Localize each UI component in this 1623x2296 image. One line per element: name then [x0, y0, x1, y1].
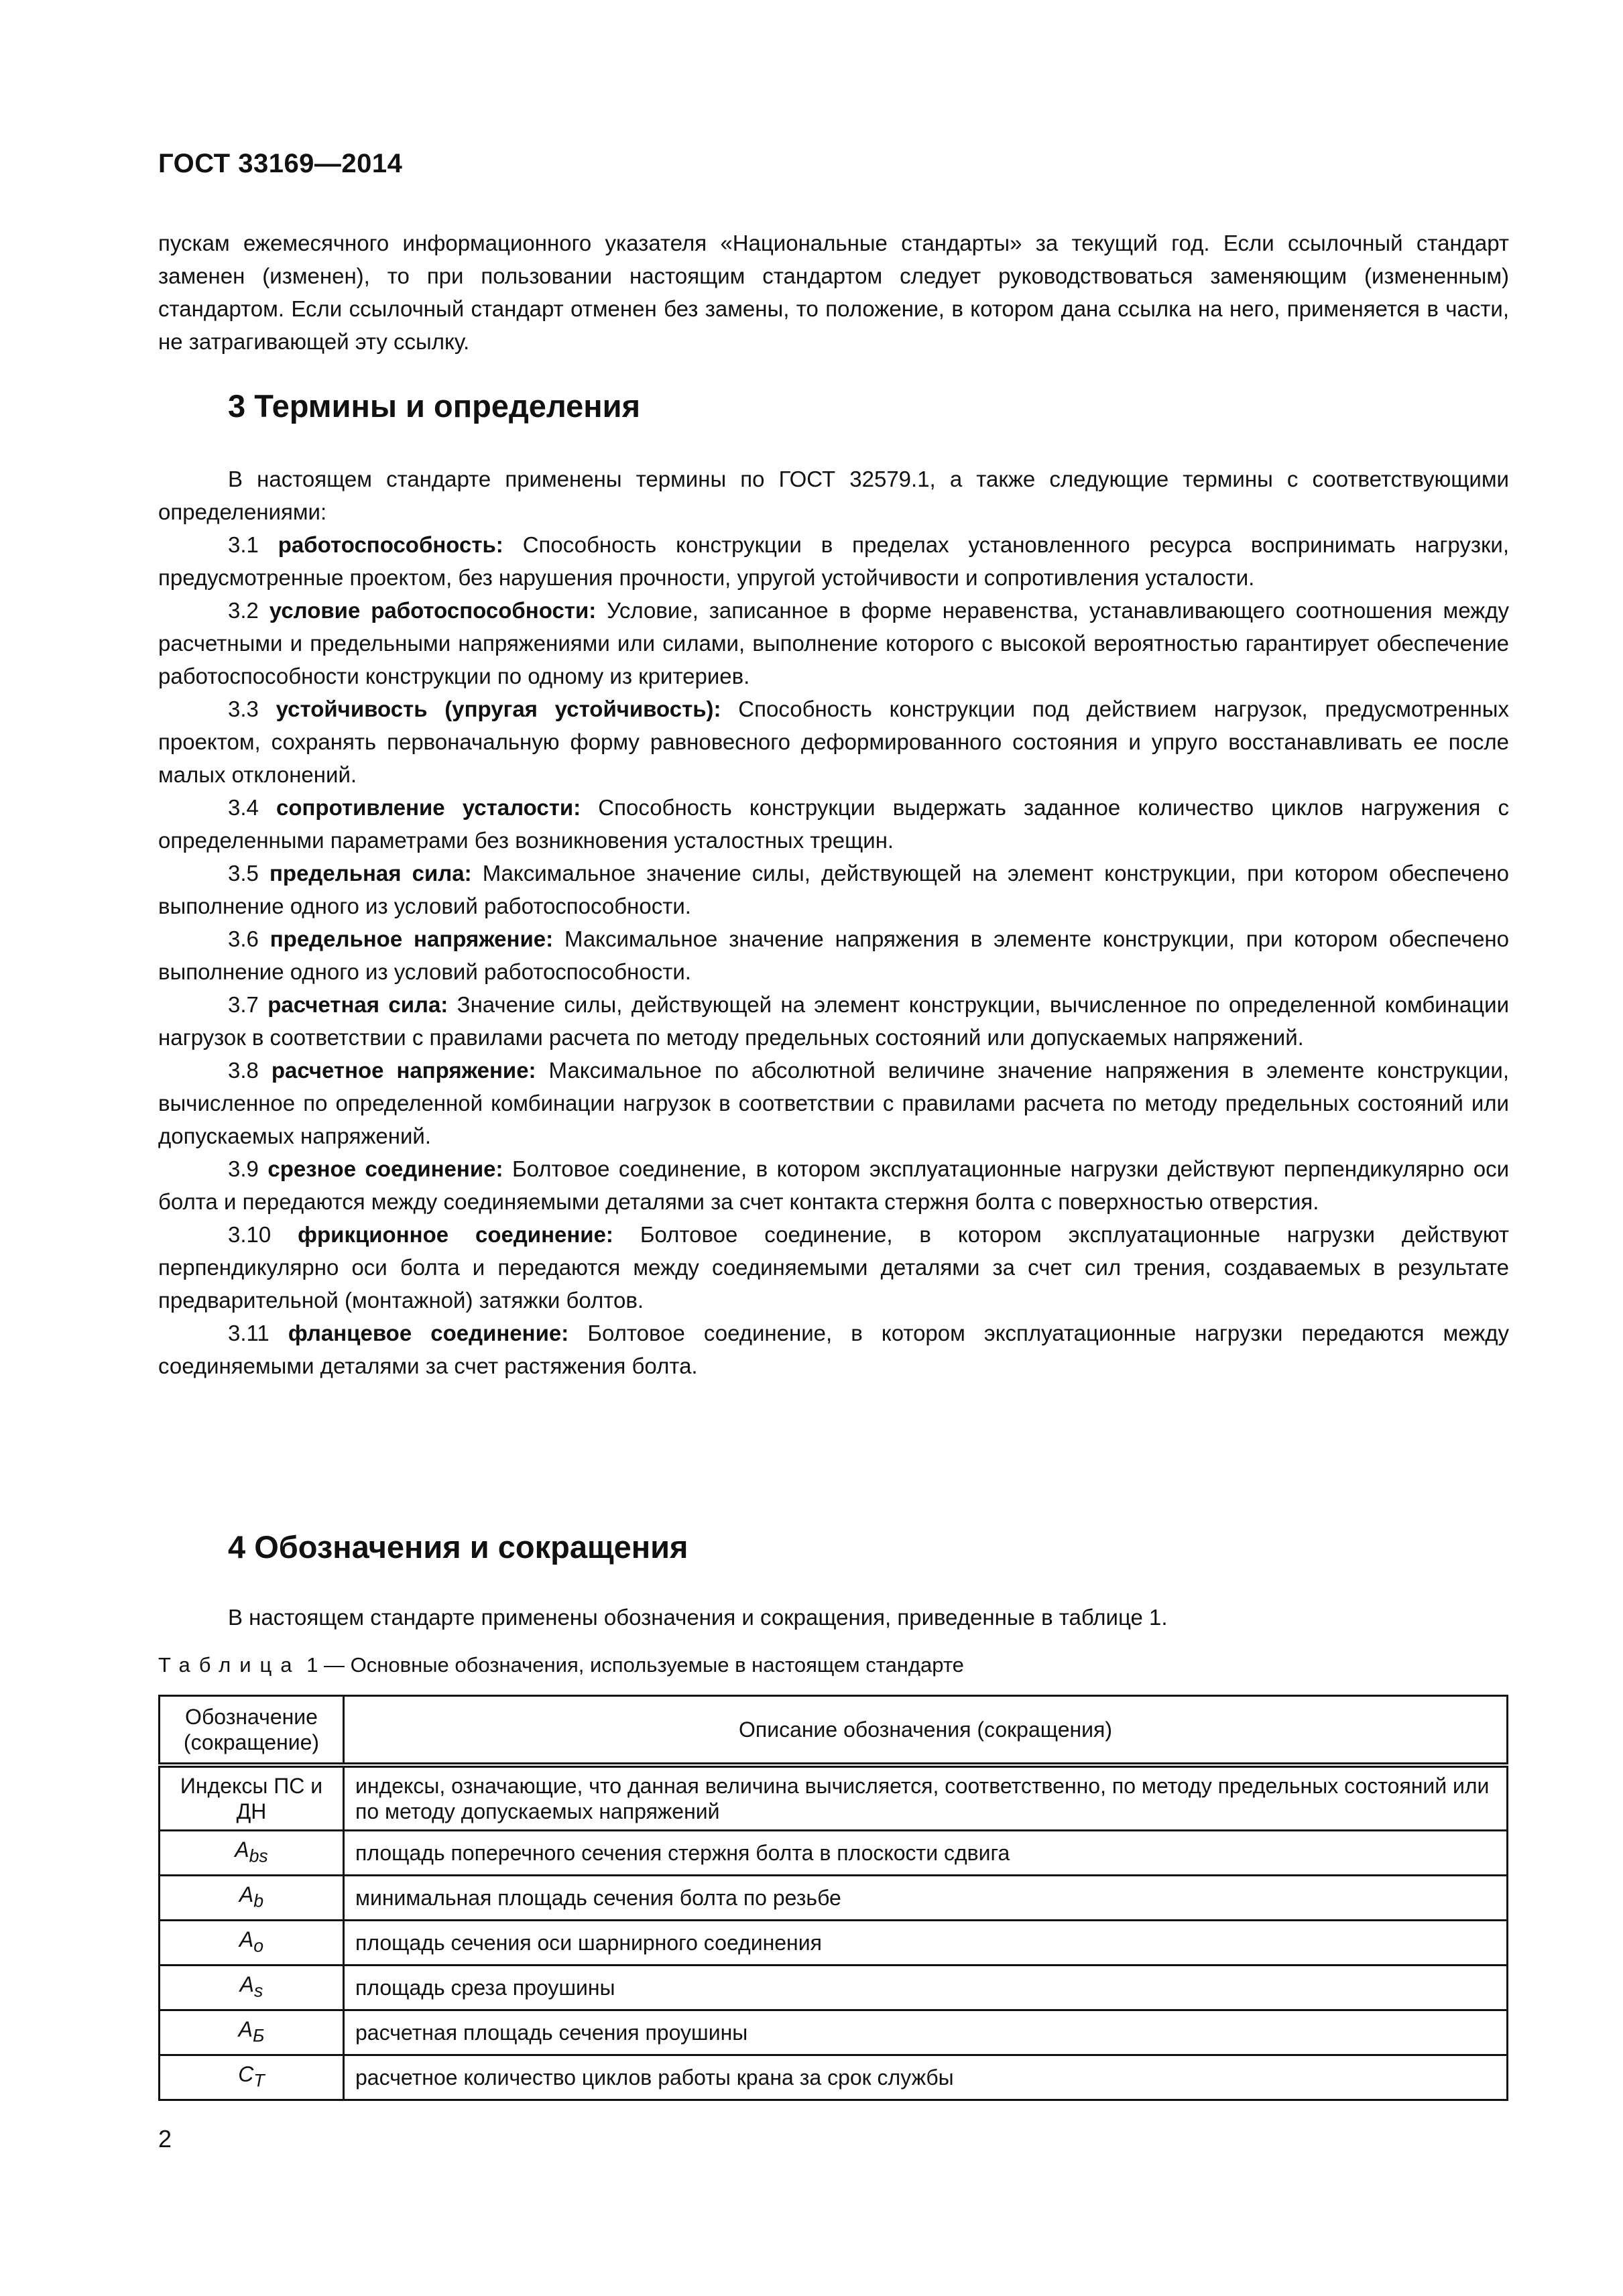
term-definition: Условие, записанное в форме неравенства, устанавливающего соотношения между расчетными и предельными напряжениями или силами, выполнение которого с высокой вероятностью гарантирует обеспечение работоспособности конструкции по одному из критериев. — [158, 598, 1510, 688]
term-name: устойчивость (упругая устойчивость): — [276, 697, 721, 721]
term-number: 3.4 — [228, 795, 259, 820]
symbol-text: Индексы ПС и ДН — [180, 1774, 323, 1823]
term-definition: Болтовое соединение, в котором эксплуатационные нагрузки передаются между соединяемыми деталями за счет растяжения болта. — [158, 1321, 1510, 1378]
term-name: сопротивление усталости: — [276, 795, 581, 820]
term-definition: Максимальное значение напряжения в элементе конструкции, при котором обеспечено выполнение одного из условий работоспособности. — [158, 926, 1509, 984]
table-header-row — [160, 1696, 1508, 1766]
symbol-letter: A — [239, 1927, 254, 1952]
terms-list — [158, 463, 1509, 1382]
term-number: 3.10 — [228, 1222, 272, 1247]
term-number: 3.9 — [228, 1156, 259, 1181]
symbol-cell — [160, 2010, 344, 2055]
header-symbol: Обозначение (сокращение) — [160, 1696, 344, 1766]
term-name: расчетная сила: — [267, 992, 448, 1017]
symbol-cell — [160, 1765, 344, 1831]
term-definition: Максимальное значение силы, действующей на элемент конструкции, при котором обеспечено выполнение одного из условий работоспособности. — [158, 861, 1509, 918]
section-4-heading: 4 Обозначения и сокращения — [228, 1529, 688, 1565]
page-number: 2 — [158, 2125, 172, 2153]
symbol-cell — [160, 1921, 344, 1966]
symbol-subscript: T — [253, 2070, 265, 2091]
description-cell: минимальная площадь сечения болта по резьбе — [344, 1876, 1508, 1921]
table-caption — [158, 1653, 964, 1677]
term-definition: Способность конструкции в пределах установленного ресурса воспринимать нагрузки, предусмотренные проектом, без нарушения прочности, упругой устойчивости и сопротивления усталости. — [158, 532, 1510, 590]
symbol-letter: A — [239, 1972, 254, 1997]
term-number: 3.5 — [228, 861, 259, 886]
symbol-letter: A — [239, 1882, 254, 1907]
intro-text: пускам ежемесячного информационного указателя «Национальные стандарты» за текущий год. Если ссылочный стандарт заменен (изменен), то при пользовании настоящим стандартом следует руководствоваться заменяющим (измененным) стандартом. Если ссылочный стандарт отменен без замены, то положение, в котором дана ссылка на него, применяется в части, не затрагивающей эту ссылку. — [158, 231, 1509, 354]
term-item — [158, 1317, 1509, 1382]
table-row — [160, 1921, 1508, 1966]
term-definition: Максимальное по абсолютной величине значение напряжения в элементе конструкции, вычисленное по определенной комбинации нагрузок в соответствии с правилами расчета по методу предельных состояний или допускаемых напряжений. — [158, 1058, 1510, 1148]
table-row — [160, 1966, 1508, 2010]
term-name: срезное соединение: — [267, 1156, 503, 1181]
term-number: 3.3 — [228, 697, 259, 721]
symbol-cell — [160, 1876, 344, 1921]
header-description: Описание обозначения (сокращения) — [344, 1696, 1508, 1766]
term-name: предельная сила: — [269, 861, 472, 886]
term-name: расчетное напряжение: — [271, 1058, 536, 1083]
term-definition: Способность конструкции выдержать заданное количество циклов нагружения с определенными параметрами без возникновения усталостных трещин. — [158, 795, 1509, 853]
table-row — [160, 2010, 1508, 2055]
term-number: 3.1 — [228, 532, 259, 557]
symbol-subscript: bs — [249, 1846, 268, 1866]
section-3-heading: 3 Термины и определения — [228, 388, 640, 424]
term-definition: Значение силы, действующей на элемент конструкции, вычисленное по определенной комбинации нагрузок в соответствии с правилами расчета по методу предельных состояний или допускаемых напряжений. — [158, 992, 1510, 1050]
table-row — [160, 1876, 1508, 1921]
section-3-intro: В настоящем стандарте применены термины по ГОСТ 32579.1, а также следующие термины с соответствующими определениями: — [158, 467, 1509, 524]
intro-paragraph — [158, 227, 1509, 358]
term-definition: Способность конструкции под действием нагрузок, предусмотренных проектом, сохранять первоначальную форму равновесного деформированного состояния и упруго восстанавливать ее после малых отклонений. — [158, 697, 1510, 787]
description-cell: площадь сечения оси шарнирного соединения — [344, 1921, 1508, 1966]
term-number: 3.2 — [228, 598, 259, 623]
term-number: 3.6 — [228, 926, 259, 951]
term-item — [158, 791, 1509, 857]
symbol-letter: C — [238, 2062, 254, 2087]
term-name: фрикционное соединение: — [298, 1222, 613, 1247]
term-item — [158, 594, 1509, 692]
section-4-intro-block — [158, 1601, 1509, 1634]
symbol-subscript: o — [253, 1935, 264, 1956]
description-cell: расчетная площадь сечения проушины — [344, 2010, 1508, 2055]
symbol-cell — [160, 2055, 344, 2100]
description-cell: площадь среза проушины — [344, 1966, 1508, 2010]
term-name: работоспособность: — [278, 532, 503, 557]
symbol-cell — [160, 1966, 344, 2010]
term-item — [158, 988, 1509, 1054]
description-cell: индексы, означающие, что данная величина вычисляется, соответственно, по методу предельных состояний или по методу допускаемых напряжений — [344, 1765, 1508, 1831]
symbol-subscript: b — [253, 1890, 264, 1911]
table-row — [160, 2055, 1508, 2100]
term-item — [158, 857, 1509, 922]
term-name: условие работоспособности: — [269, 598, 597, 623]
term-item — [158, 1054, 1509, 1152]
section-4-intro: В настоящем стандарте применены обозначения и сокращения, приведенные в таблице 1. — [228, 1605, 1168, 1630]
term-number: 3.11 — [228, 1321, 269, 1345]
table-caption-word: Таблица — [158, 1653, 301, 1677]
term-definition: Болтовое соединение, в котором эксплуатационные нагрузки действуют перпендикулярно оси болта и передаются между соединяемыми деталями за счет сил трения, создаваемых в результате предварительной (монтажной) затяжки болтов. — [158, 1222, 1509, 1313]
term-item — [158, 692, 1509, 791]
term-name: фланцевое соединение: — [288, 1321, 569, 1345]
table-row — [160, 1831, 1508, 1876]
term-number: 3.7 — [228, 992, 259, 1017]
table-caption-text: 1 — Основные обозначения, используемые в настоящем стандарте — [306, 1653, 964, 1677]
term-item — [158, 1152, 1509, 1218]
term-item — [158, 1218, 1509, 1317]
symbol-letter: A — [235, 1837, 249, 1862]
document-code-header: ГОСТ 33169—2014 — [158, 149, 403, 178]
term-item — [158, 528, 1509, 594]
symbol-subscript: s — [254, 1980, 263, 2001]
symbol-cell — [160, 1831, 344, 1876]
term-item — [158, 922, 1509, 988]
description-cell: расчетное количество циклов работы крана за срок службы — [344, 2055, 1508, 2100]
table-row — [160, 1765, 1508, 1831]
description-cell: площадь поперечного сечения стержня болта в плоскости сдвига — [344, 1831, 1508, 1876]
term-name: предельное напряжение: — [269, 926, 554, 951]
symbol-subscript: Б — [252, 2025, 265, 2046]
symbol-letter: A — [238, 2017, 253, 2042]
symbols-table — [158, 1695, 1508, 2101]
term-definition: Болтовое соединение, в котором эксплуатационные нагрузки действуют перпендикулярно оси болта и передаются между соединяемыми деталями за счет контакта стержня болта с поверхностью отверстия. — [158, 1156, 1510, 1214]
term-number: 3.8 — [228, 1058, 259, 1083]
